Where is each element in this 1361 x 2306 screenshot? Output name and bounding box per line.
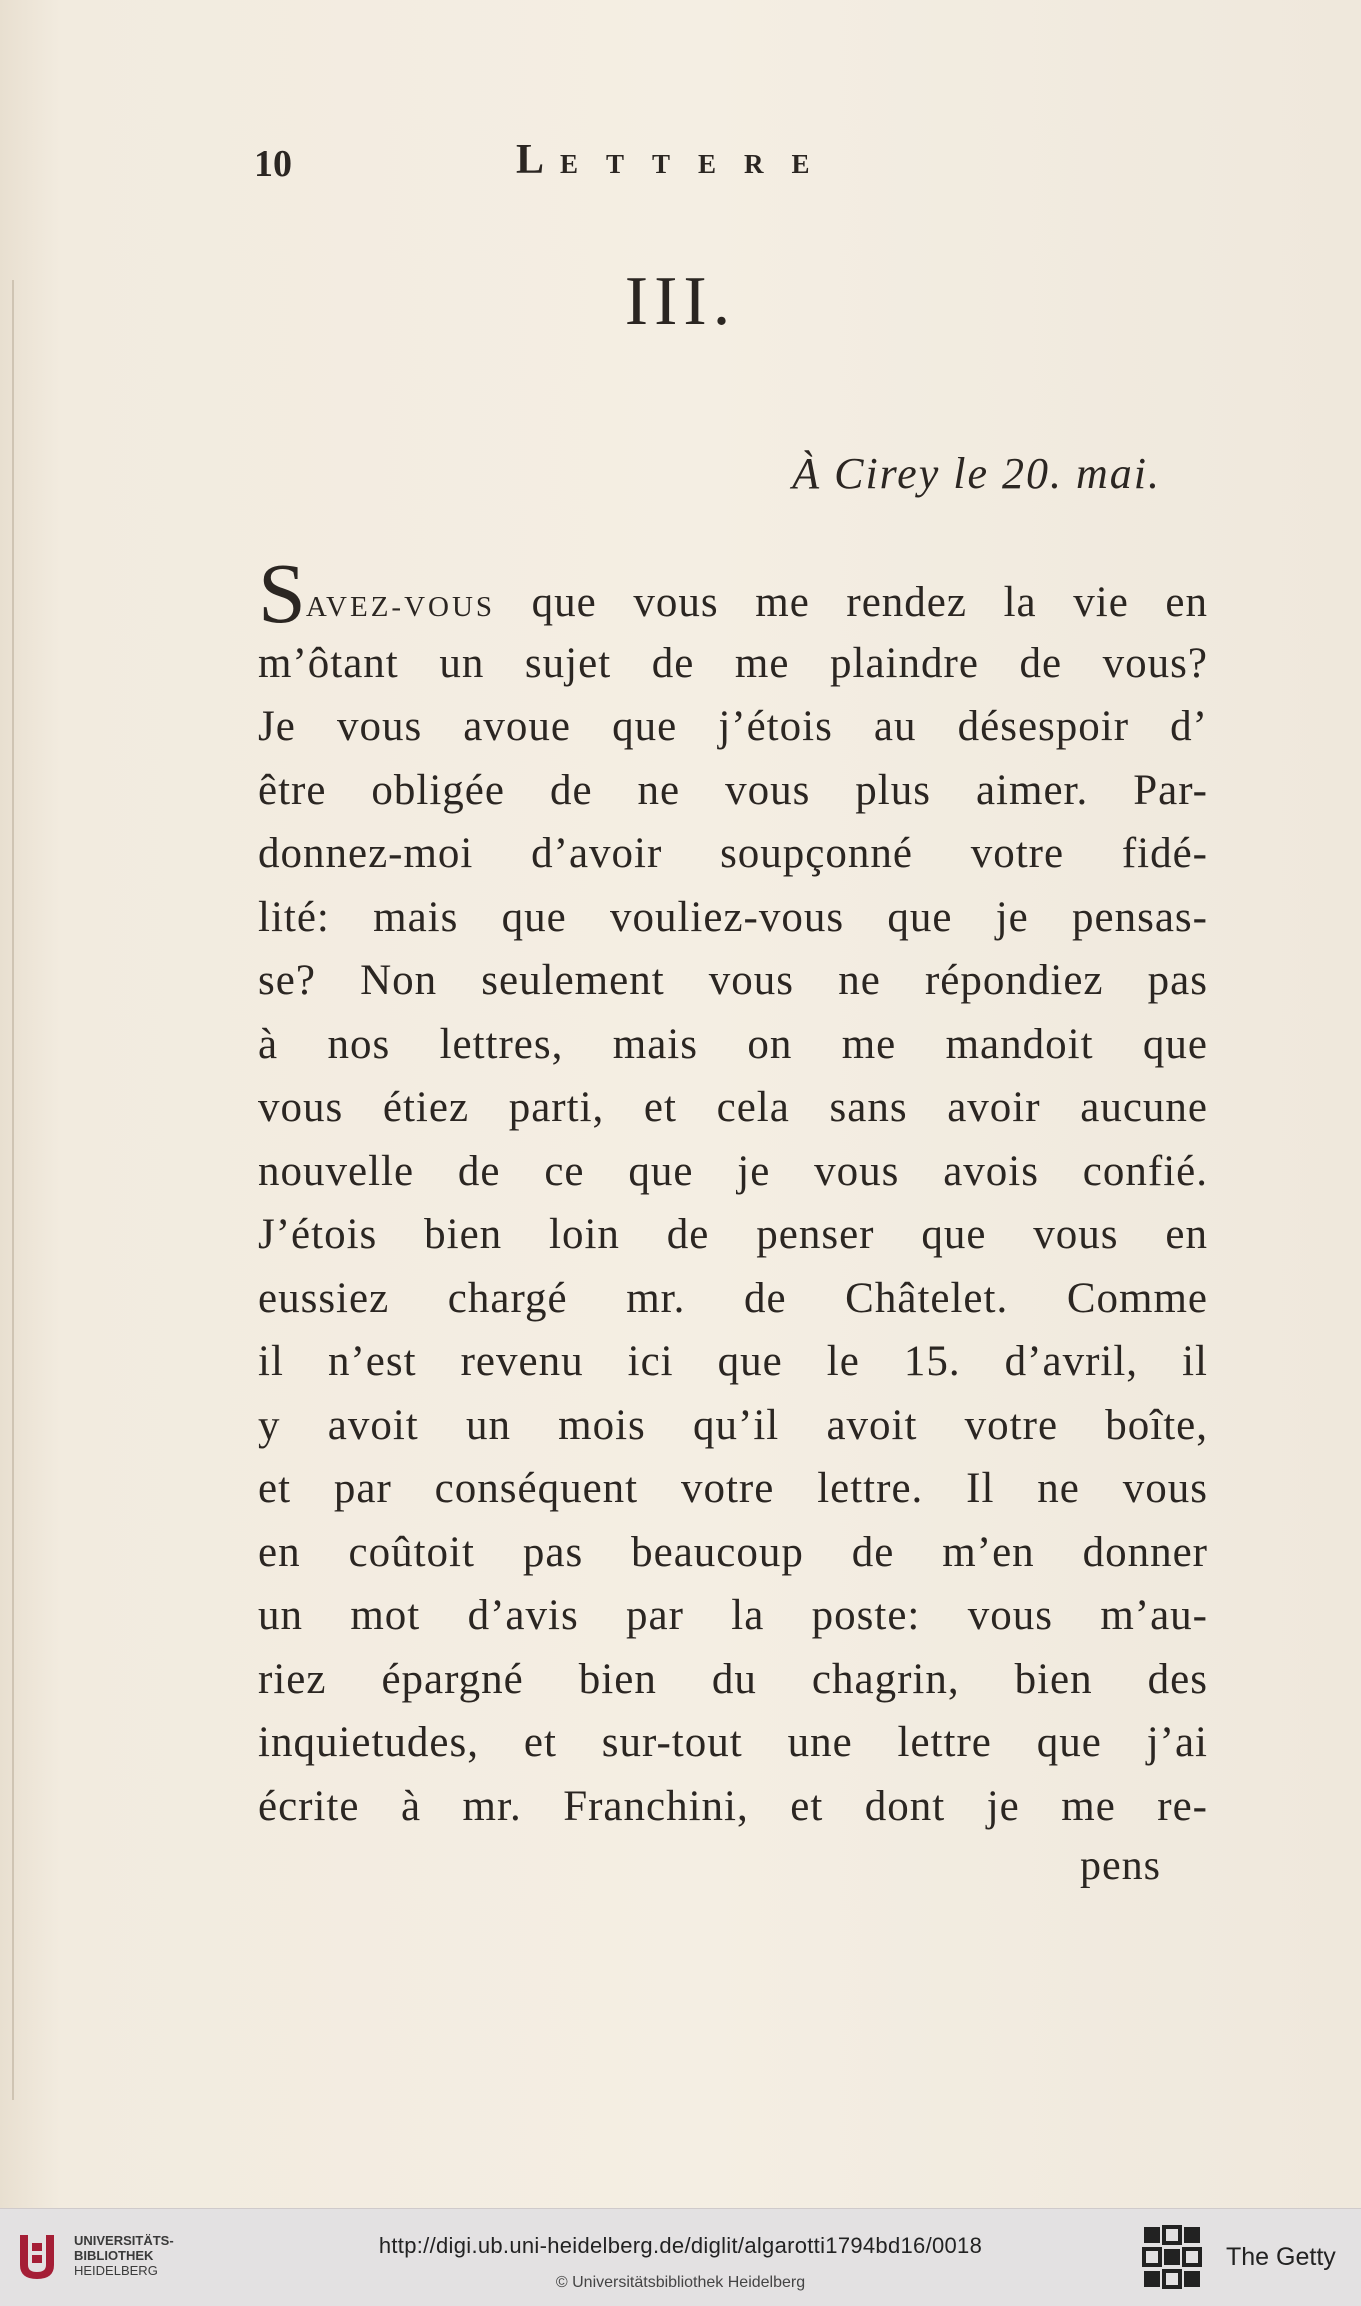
first-line-text: que vous me rendez la vie en — [531, 579, 1208, 626]
library-name-line: HEIDELBERG — [74, 2263, 158, 2278]
page-number: 10 — [254, 143, 292, 185]
partner-name: The Getty — [1226, 2243, 1336, 2271]
body-line: être obligée de ne vous plus aimer. Par- — [258, 766, 1208, 814]
body-line: donnez-moi d’avoir soupçonné votre fidé- — [258, 830, 1208, 877]
body-line: m’ôtant un sujet de me plaindre de vous? — [258, 639, 1208, 687]
getty-logo — [1142, 2225, 1202, 2291]
body-line: inquietudes, et sur-tout une lettre que j’ai — [258, 1719, 1208, 1766]
viewer-footer — [0, 2208, 1361, 2306]
body-line: Je vous avoue que j’étois au désespoir d’ — [258, 703, 1208, 750]
drop-cap: S — [258, 545, 306, 641]
letter-body — [258, 545, 1208, 1838]
body-line: en coûtoit pas beaucoup de m’en donner — [258, 1528, 1208, 1576]
body-line: vous étiez parti, et cela sans avoir aucune — [258, 1084, 1208, 1131]
copyright-notice: © Universitätsbibliothek Heidelberg — [555, 2274, 806, 2291]
body-line: lité: mais que vouliez-vous que je pensas- — [258, 893, 1208, 941]
body-line: à nos lettres, mais on me mandoit que — [258, 1020, 1208, 1068]
running-head-rest: ETTERE — [560, 149, 838, 179]
permalink-url[interactable]: http://digi.ub.uni-heidelberg.de/diglit/algarotti1794bd16/0018 — [378, 2233, 983, 2258]
body-line: y avoit un mois qu’il avoit votre boîte, — [258, 1401, 1208, 1449]
body-line: il n’est revenu ici que le 15. d’avril, il — [258, 1338, 1208, 1385]
body-line: J’étois bien loin de penser que vous en — [258, 1211, 1208, 1258]
body-line: se? Non seulement vous ne répondiez pas — [258, 957, 1208, 1004]
page-spine-shadow — [12, 280, 14, 2100]
running-head — [516, 136, 838, 184]
body-line: un mot d’avis par la poste: vous m’au- — [258, 1592, 1208, 1639]
body-line-first — [258, 545, 1208, 641]
running-head-initial: L — [516, 137, 561, 183]
body-line: eussiez chargé mr. de Châtelet. Comme — [258, 1274, 1208, 1322]
body-line: écrite à mr. Franchini, et dont je me re- — [258, 1782, 1208, 1830]
body-line: riez épargné bien du chagrin, bien des — [258, 1655, 1208, 1703]
letter-dateline: À Cirey le 20. mai. — [792, 449, 1161, 498]
catchword: pens — [1080, 1843, 1161, 1889]
body-line: et par conséquent votre lettre. Il ne vous — [258, 1465, 1208, 1512]
body-line: nouvelle de ce que je vous avois confié. — [258, 1147, 1208, 1195]
page-header — [254, 137, 954, 185]
letter-number-heading: III. — [624, 263, 737, 340]
first-word-smallcaps: AVEZ-VOUS — [305, 591, 496, 623]
show-through-texture — [260, 170, 1220, 590]
library-name-line: UNIVERSITÄTS- — [74, 2233, 174, 2248]
library-name-line: BIBLIOTHEK — [74, 2248, 154, 2263]
